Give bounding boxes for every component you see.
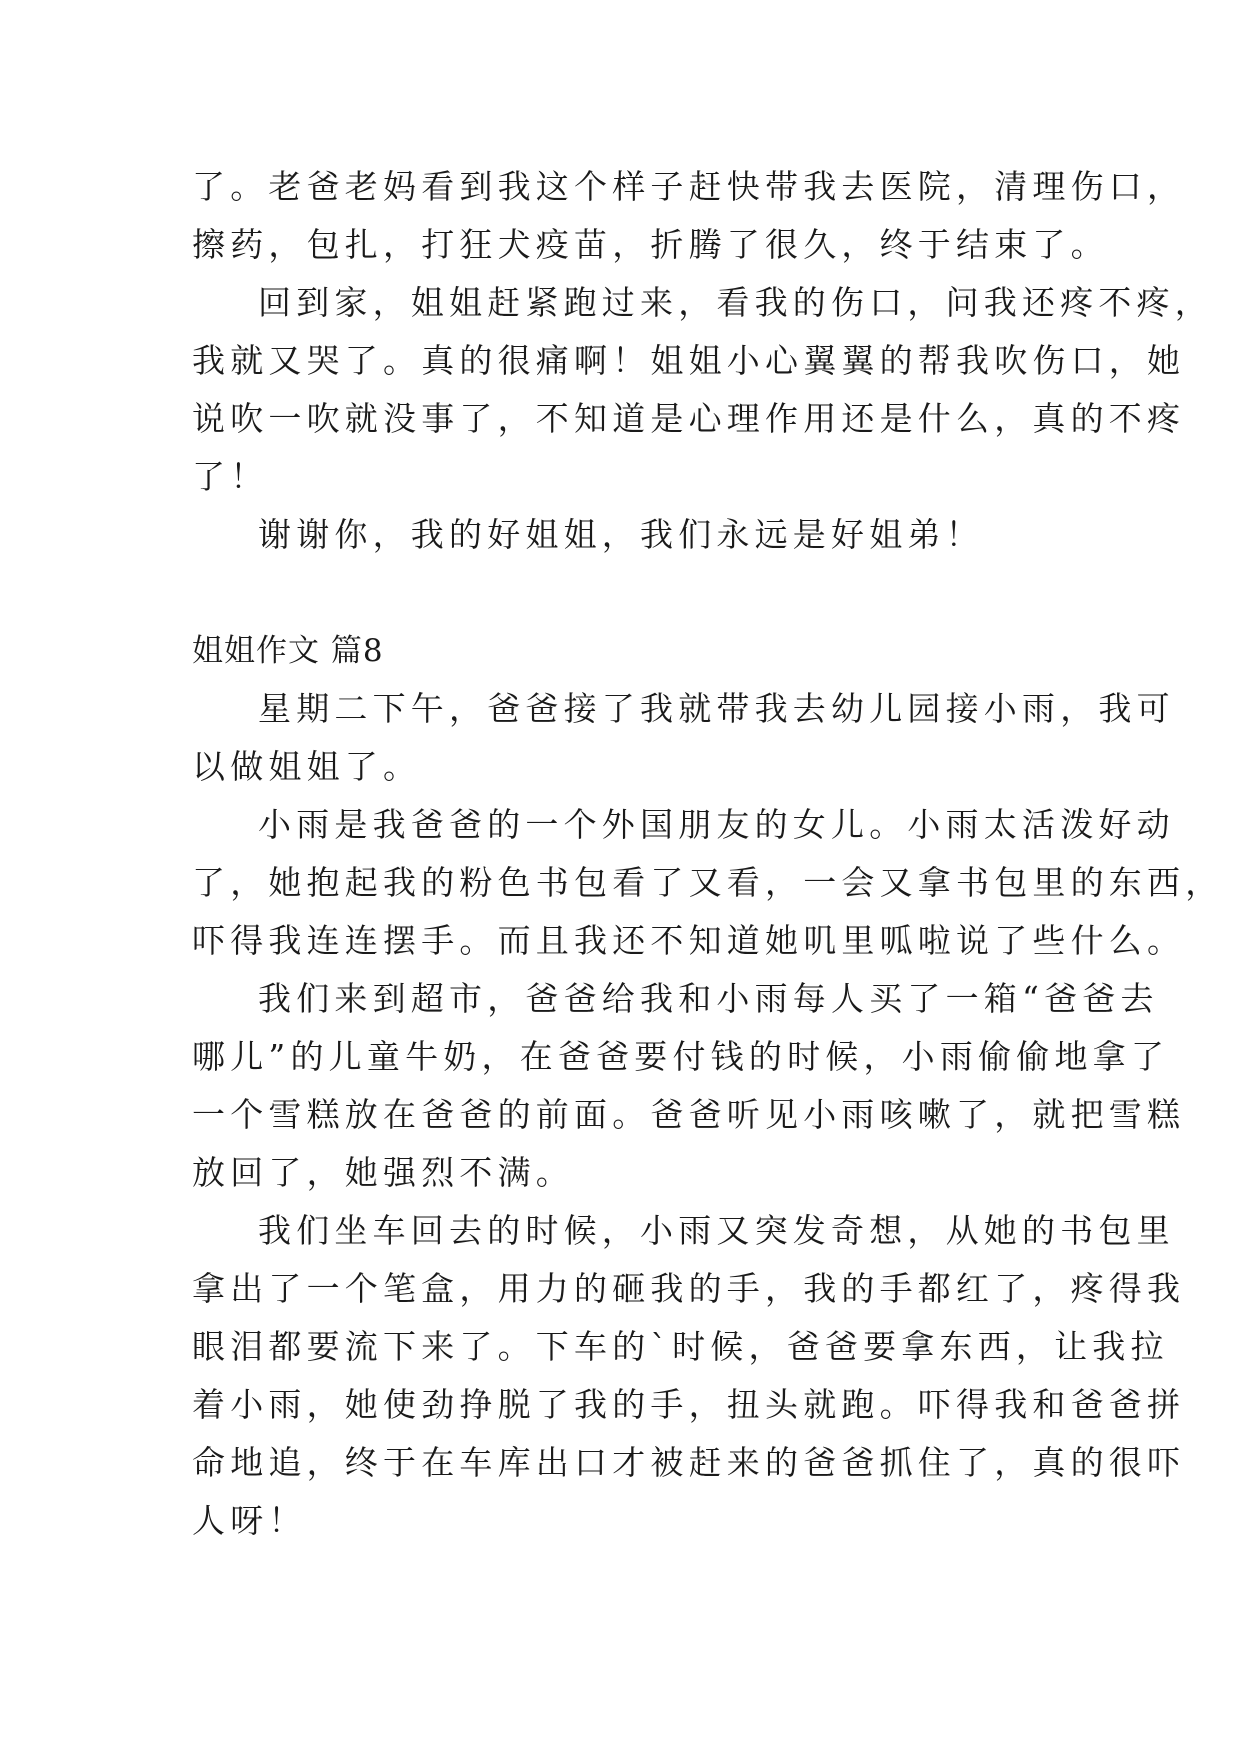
section-gap (192, 564, 1052, 622)
text-line: 眼泪都要流下来了。下车的`时候，爸爸要拿东西，让我拉 (192, 1327, 1169, 1366)
paragraph-continuation (192, 158, 1186, 274)
paragraph-supermarket (192, 970, 1186, 1202)
paragraph-thanks (192, 506, 1052, 564)
text-line: 吓得我连连摆手。而且我还不知道她叽里呱啦说了些什么。 (192, 921, 1186, 960)
document-body (192, 158, 1224, 1550)
section-heading: 姐姐作文 篇8 (192, 633, 384, 669)
text-line: 说吹一吹就没事了，不知道是心理作用还是什么，真的不疼 (192, 399, 1186, 438)
text-line: 我们坐车回去的时候，小雨又突发奇想，从她的书包里 (258, 1211, 1175, 1250)
paragraph-xiaoyu (192, 796, 1224, 970)
text-line: 一个雪糕放在爸爸的前面。爸爸听见小雨咳嗽了，就把雪糕 (192, 1095, 1186, 1134)
paragraph-tuesday (192, 680, 1175, 796)
paragraph-car-ride (192, 1202, 1186, 1550)
text-line: 命地追，终于在车库出口才被赶来的爸爸抓住了，真的很吓 (192, 1443, 1186, 1482)
text-line: 了，她抱起我的粉色书包看了又看，一会又拿书包里的东西， (192, 863, 1224, 902)
text-line: 以做姐姐了。 (192, 747, 422, 786)
text-line: 擦药，包扎，打狂犬疫苗，折腾了很久，终于结束了。 (192, 225, 1109, 264)
text-line: 小雨是我爸爸的一个外国朋友的女儿。小雨太活泼好动 (258, 805, 1175, 844)
text-line: 人呀！ (192, 1501, 307, 1540)
text-line: 星期二下午，爸爸接了我就带我去幼儿园接小雨，我可 (258, 689, 1175, 728)
text-line: 放回了，她强烈不满。 (192, 1153, 574, 1192)
text-line: 了！ (192, 457, 269, 496)
text-line: 我们来到超市，爸爸给我和小雨每人买了一箱“爸爸去 (258, 979, 1159, 1018)
text-line: 回到家，姐姐赶紧跑过来，看我的伤口，问我还疼不疼， (258, 283, 1213, 322)
text-line: 哪儿”的儿童牛奶，在爸爸要付钱的时候，小雨偷偷地拿了 (192, 1037, 1170, 1076)
text-line: 谢谢你，我的好姐姐，我们永远是好姐弟！ (258, 515, 984, 554)
text-line: 了。老爸老妈看到我这个样子赶快带我去医院，清理伤口， (192, 167, 1186, 206)
text-line: 拿出了一个笔盒，用力的砸我的手，我的手都红了，疼得我 (192, 1269, 1186, 1308)
text-line: 我就又哭了。真的很痛啊！姐姐小心翼翼的帮我吹伤口，她 (192, 341, 1186, 380)
text-line: 着小雨，她使劲挣脱了我的手，扭头就跑。吓得我和爸爸拼 (192, 1385, 1186, 1424)
paragraph-return-home (192, 274, 1213, 506)
